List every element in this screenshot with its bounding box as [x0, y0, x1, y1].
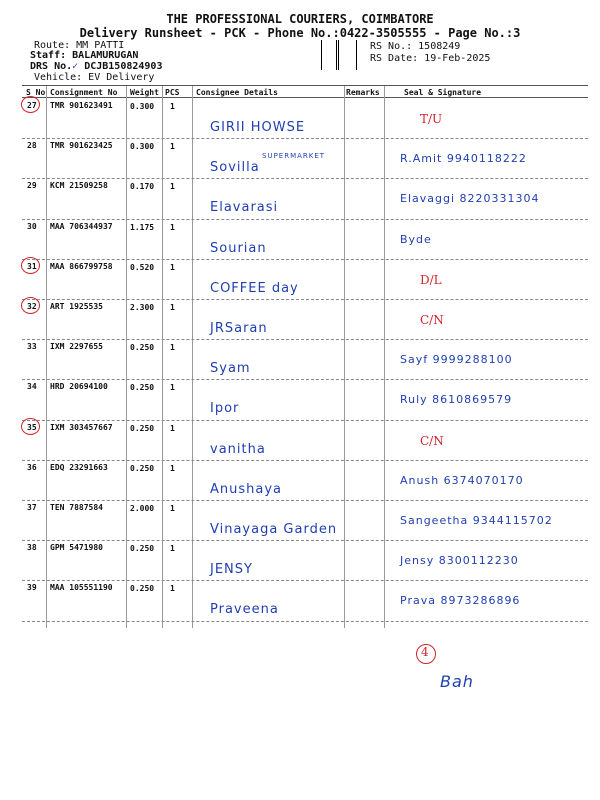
row-pcs: 1 — [170, 142, 175, 152]
row-signature: Jensy 8300112230 — [400, 554, 519, 568]
row-pcs: 1 — [170, 102, 175, 111]
row-pcs: 1 — [170, 262, 175, 272]
row-consignee-note: SUPERMARKET — [262, 152, 326, 161]
row-signature: Anush 6374070170 — [400, 473, 524, 487]
rs-date: RS Date: 19-Feb-2025 — [370, 53, 491, 64]
row-consignment: GPM 5471980 — [50, 543, 103, 553]
drs-value: DCJB150824903 — [84, 61, 163, 72]
row-circle-mark — [21, 418, 40, 435]
row-sno: 33 — [27, 342, 37, 352]
vehicle-label: Vehicle: EV Delivery — [34, 72, 155, 83]
row-pcs: 1 — [170, 383, 175, 393]
table-row — [22, 299, 588, 339]
table-top-rule — [22, 85, 588, 86]
company-title: THE PROFESSIONAL COURIERS, COIMBATORE — [166, 12, 434, 26]
row-consignee: GIRII HOWSE — [210, 120, 306, 135]
row-sno: 29 — [27, 181, 37, 191]
row-signature: C/N — [420, 433, 444, 448]
drs-check-mark: ✓ — [72, 61, 85, 72]
row-sno: 38 — [27, 543, 37, 553]
row-sno: 34 — [27, 382, 37, 392]
row-weight: 2.300 — [130, 303, 155, 312]
staff-label: Staff: BALAMURUGAN — [30, 50, 139, 61]
row-consignment: MAA 105551190 — [50, 583, 113, 593]
row-signature: Prava 8973286896 — [400, 594, 521, 608]
row-consignee: Elavarasi — [210, 200, 279, 216]
row-consignee: vanitha — [210, 441, 266, 457]
row-sno: 31 — [27, 261, 37, 271]
row-weight: 0.250 — [130, 584, 155, 594]
row-weight: 0.520 — [130, 262, 155, 272]
row-sno: 39 — [27, 583, 37, 593]
row-sno: 37 — [27, 503, 37, 512]
row-sno: 27 — [27, 101, 37, 110]
row-consignee: Syam — [210, 361, 251, 377]
row-consignment: IXM 2297655 — [50, 342, 103, 352]
row-signature: R.Amit 9940118222 — [400, 152, 527, 166]
drs-label: DRS No. — [30, 61, 73, 72]
row-weight: 0.250 — [130, 463, 155, 473]
row-weight: 2.000 — [130, 504, 155, 513]
row-pcs: 1 — [170, 463, 175, 473]
barcode — [312, 40, 364, 70]
row-consignment: EDQ 23291663 — [50, 462, 108, 472]
col-pcs: PCS — [165, 88, 180, 97]
row-consignment: TEN 7887584 — [50, 503, 103, 512]
row-sno: 30 — [27, 221, 37, 231]
row-signature: Sayf 9999288100 — [400, 353, 513, 367]
row-weight: 0.170 — [130, 182, 155, 192]
row-consignee: Sourian — [210, 240, 267, 256]
row-pcs: 1 — [170, 423, 175, 433]
row-sno: 35 — [27, 422, 37, 432]
row-consignee: Praveena — [210, 602, 279, 618]
row-weight: 0.250 — [130, 383, 155, 393]
row-consignment: MAA 866799758 — [50, 261, 113, 271]
col-signature: Seal & Signature — [404, 88, 482, 97]
row-pcs: 1 — [170, 182, 175, 192]
row-sno: 36 — [27, 462, 37, 472]
col-consignee: Consignee Details — [196, 88, 278, 97]
row-pcs: 1 — [170, 222, 175, 232]
final-signature: Bah — [440, 672, 474, 691]
row-pcs: 1 — [170, 343, 175, 353]
row-circle-mark — [21, 297, 40, 314]
col-remarks: Remarks — [346, 88, 380, 97]
row-sno: 32 — [27, 302, 37, 311]
row-consignee: Sovilla — [210, 160, 260, 176]
col-sno: S No — [26, 88, 46, 97]
row-consignee: Ipor — [210, 401, 240, 417]
row-sno: 28 — [27, 141, 37, 151]
row-consignee: COFFEE day — [210, 280, 299, 296]
row-consignment: IXM 303457667 — [50, 422, 113, 432]
row-circle-mark — [21, 96, 40, 113]
row-signature: C/N — [420, 313, 444, 327]
row-consignee: JRSaran — [210, 321, 268, 336]
row-weight: 0.250 — [130, 544, 155, 554]
drs-number — [30, 61, 162, 72]
row-consignment: ART 1925535 — [50, 302, 103, 311]
count-mark: 4 — [421, 645, 429, 659]
row-pcs: 1 — [170, 584, 175, 594]
row-circle-mark — [21, 257, 40, 274]
row-weight: 0.300 — [130, 142, 155, 152]
row-pcs: 1 — [170, 544, 175, 554]
row-consignee: Vinayaga Garden — [210, 522, 338, 537]
route-label: Route: MM PATTI — [34, 40, 125, 51]
runsheet-title: Delivery Runsheet - PCK - Phone No.:0422-3505555 - Page No.:3 — [79, 26, 521, 40]
row-pcs: 1 — [170, 504, 175, 513]
row-weight: 0.250 — [130, 343, 155, 353]
row-consignee: JENSY — [210, 562, 253, 578]
col-consignment: Consignment No — [50, 88, 118, 97]
row-weight: 0.300 — [130, 102, 155, 111]
row-consignee: Anushaya — [210, 481, 283, 497]
row-consignment: TMR 901623491 — [50, 101, 113, 110]
col-weight: Weight — [130, 88, 159, 97]
row-pcs: 1 — [170, 303, 175, 312]
row-signature: Elavaggi 8220331304 — [400, 192, 540, 206]
row-consignment: TMR 901623425 — [50, 141, 113, 151]
row-signature: Byde — [400, 232, 432, 246]
row-signature: Ruly 8610869579 — [400, 393, 513, 407]
row-consignment: HRD 20694100 — [50, 382, 108, 392]
row-signature: T/U — [420, 112, 443, 126]
row-signature: D/L — [420, 272, 442, 287]
row-consignment: MAA 706344937 — [50, 221, 113, 231]
row-divider — [22, 621, 588, 622]
rs-number: RS No.: 1508249 — [370, 41, 461, 52]
row-consignment: KCM 21509258 — [50, 181, 108, 191]
row-signature: Sangeetha 9344115702 — [400, 514, 553, 527]
row-weight: 0.250 — [130, 423, 155, 433]
row-weight: 1.175 — [130, 222, 155, 232]
